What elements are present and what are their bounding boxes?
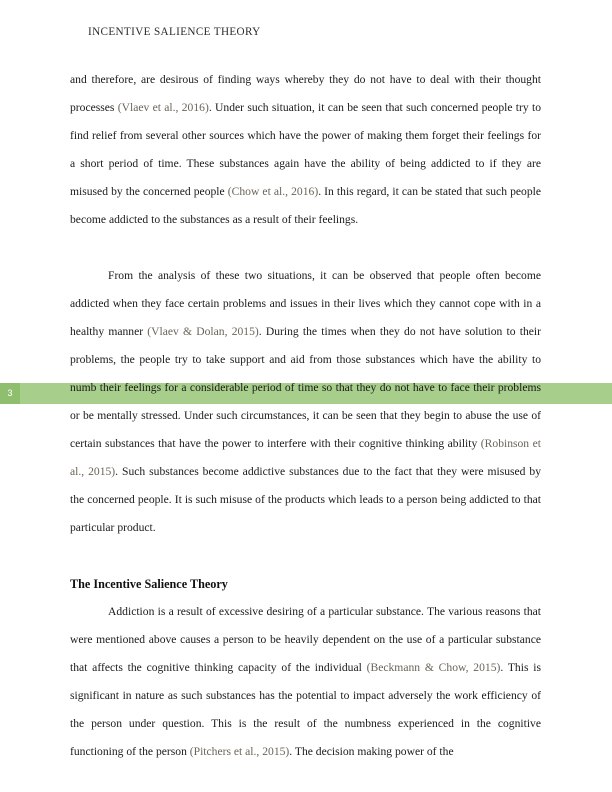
document-body	[70, 66, 541, 766]
body-paragraph: From the analysis of these two situations, it can be observed that people often become addicted when they face certain problems and issues in their lives which they cannot cope with in a healthy manner (Vlaev & Dolan, 2015). During the times when they do not have solution to their problems, the people try to take support and aid from those substances which have the ability to numb their feelings for a considerable period of time so that they do not have to face their problems or be mentally stressed. Under such circumstances, it can be seen that they begin to abuse the use of certain substances that have the power to interfere with their cognitive thinking ability (Robinson et al., 2015). Such substances become addictive substances due to the fact that they were misused by the concerned people. It is such misuse of the products which leads to a person being addicted to that particular product.	[70, 269, 541, 534]
body-paragraph: Addiction is a result of excessive desiring of a particular substance. The various reasons that were mentioned above causes a person to be heavily dependent on the use of a particular substance that affects the cognitive thinking capacity of the individual (Beckmann & Chow, 2015). This is significant in nature as such substances has the potential to impact adversely the work efficiency of the person under question. This is the result of the numbness experienced in the cognitive functioning of the person (Pitchers et al., 2015). The decision making power of the	[70, 605, 541, 758]
inline-citation: (Vlaev et al., 2016)	[117, 101, 209, 114]
body-paragraph: and therefore, are desirous of finding ways whereby they do not have to deal with their thought processes (Vlaev et al., 2016). Under such situation, it can be seen that such concerned people try to find relief from several other sources which have the power of making them forget their feelings for a short period of time. These substances again have the ability of being addicted to if they are misused by the concerned people (Chow et al., 2016). In this regard, it can be stated that such people become addicted to the substances as a result of their feelings.	[70, 73, 542, 226]
section-heading: The Incentive Salience Theory	[70, 577, 228, 591]
inline-citation: (Beckmann & Chow, 2015)	[366, 661, 501, 674]
inline-citation: (Chow et al., 2016)	[227, 185, 319, 198]
inline-citation: (Pitchers et al., 2015)	[189, 745, 290, 758]
inline-citation: (Vlaev & Dolan, 2015)	[147, 325, 259, 338]
running-header: INCENTIVE SALIENCE THEORY	[88, 26, 261, 38]
page-number-marker[interactable]	[0, 383, 20, 404]
page-number-label: 3	[7, 388, 13, 398]
inline-citation: (Robinson et al., 2015)	[70, 437, 541, 478]
